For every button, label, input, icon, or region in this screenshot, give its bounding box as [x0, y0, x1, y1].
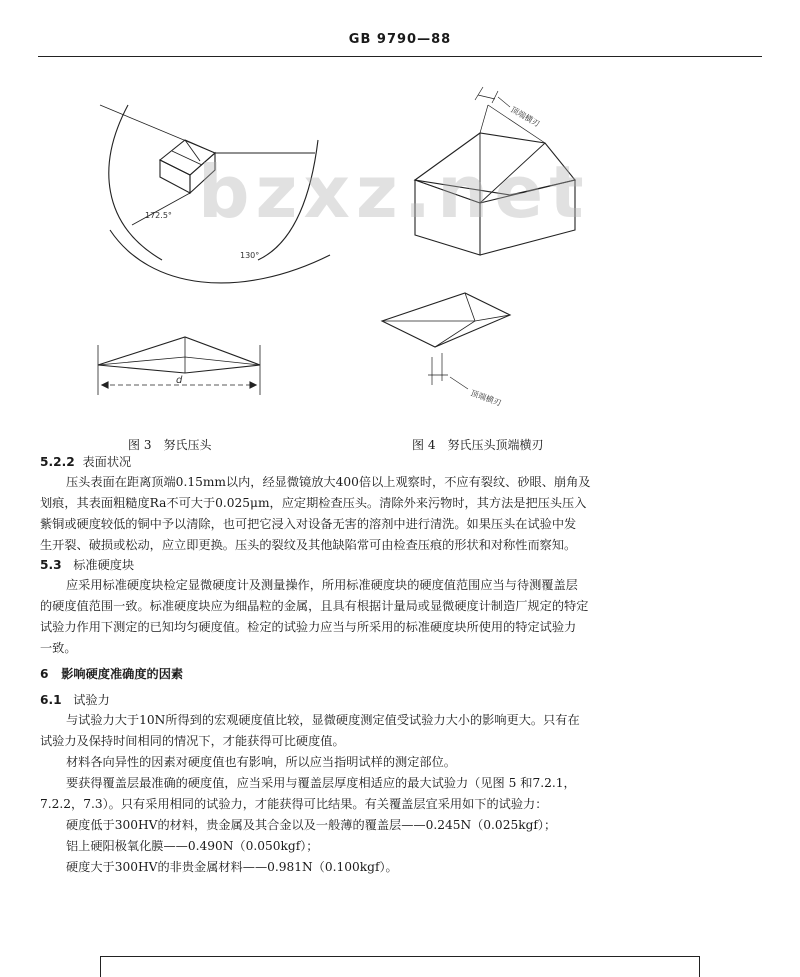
edge-label-bottom: 顶端横刃	[469, 388, 503, 408]
section-5-2-2-heading	[40, 455, 131, 470]
paragraph-line: 试验力及保持时间相同的情况下，才能获得可比硬度值。	[40, 734, 345, 748]
page-header: GB 9790—88	[348, 32, 452, 47]
paragraph-line: 铝上硬阳极氧化膜——0.490N（0.050kgf）；	[66, 839, 319, 853]
figure-4-apex-edge	[370, 85, 590, 430]
angle-label-inner: 172.5°	[145, 211, 172, 220]
section-number: 5.3	[40, 558, 62, 572]
figure-3-knoop-indenter	[90, 95, 390, 425]
watermark: bzxz.net	[198, 150, 590, 234]
paragraph-line: 与试验力大于10N所得到的宏观硬度值比较，显微硬度测定值受试验力大小的影响更大。只有在	[66, 713, 580, 727]
paragraph-line: 硬度大于300HV的非贵金属材料——0.981N（0.100kgf）。	[66, 860, 398, 874]
angle-label-outer: 130°	[240, 251, 260, 260]
angle-arc-outer	[110, 230, 330, 283]
paragraph-line: 紫铜或硬度较低的铜中予以清除，也可把它浸入对设备无害的溶剂中进行清洗。如果压头在试验中发	[40, 517, 577, 531]
indentation-side-view	[98, 337, 260, 373]
indentation-top-view	[382, 293, 510, 347]
paragraph-line: 划痕，其表面粗糙度Ra不可大于0.025μm，应定期检查压头。清除外来污物时，其方法是把压头压入	[40, 496, 587, 510]
section-number: 6.1	[40, 693, 62, 707]
paragraph-line: 试验力作用下测定的已知均匀硬度值。检定的试验力应当与所采用的标准硬度块所使用的特定试验力	[40, 620, 577, 634]
section-6-heading	[40, 667, 183, 682]
paragraph-line: 材料各向异性的因素对硬度值也有影响，所以应当指明试样的测定部位。	[66, 755, 456, 769]
figure-3-caption: 图 3 努氏压头	[128, 438, 212, 452]
paragraph-line: 一致。	[40, 641, 77, 655]
page-bottom-frame	[100, 956, 700, 977]
paragraph-line: 的硬度值范围一致。标准硬度块应为细晶粒的金属，且具有根据计量局或显微硬度计制造厂规定的特定	[40, 599, 589, 613]
paragraph-line: 7.2.2，7.3）。只有采用相同的试验力，才能获得可比结果。有关覆盖层宜采用如下的试验力：	[40, 797, 548, 811]
paragraph-line: 要获得覆盖层最准确的硬度值，应当采用与覆盖层厚度相适应的最大试验力（见图 5 和7.2.1，	[66, 776, 576, 790]
indenter-left-face	[160, 160, 190, 193]
section-number: 6	[40, 667, 49, 681]
paragraph-line: 压头表面在距离顶端0.15mm以内，经显微镜放大400倍以上观察时，不应有裂纹、砂眼、崩角及	[66, 475, 591, 489]
section-5-3-heading	[40, 558, 134, 573]
section-title: 标准硬度块	[73, 558, 135, 572]
section-number: 5.2.2	[40, 455, 75, 469]
header-rule	[38, 56, 762, 57]
edge-label-top: 顶端横刃	[509, 104, 542, 129]
section-title: 影响硬度准确度的因素	[61, 667, 184, 681]
angle-arc-inner	[109, 105, 162, 260]
paragraph-line: 硬度低于300HV的材料，贵金属及其合金以及一般薄的覆盖层——0.245N（0.025kgf）；	[66, 818, 557, 832]
dimension-d-label: d	[176, 375, 183, 386]
section-6-1-heading	[40, 693, 110, 708]
paragraph-line: 生开裂、破损或松动，应立即更换。压头的裂纹及其他缺陷常可由检查压痕的形状和对称性而察知。	[40, 538, 577, 552]
paragraph-line: 应采用标准硬度块检定显微硬度计及测量操作，所用标准硬度块的硬度值范围应当与待测覆盖层	[66, 578, 578, 592]
section-title: 表面状况	[82, 455, 132, 469]
figure-4-caption: 图 4 努氏压头顶端横刃	[412, 438, 544, 452]
section-title: 试验力	[73, 693, 110, 707]
